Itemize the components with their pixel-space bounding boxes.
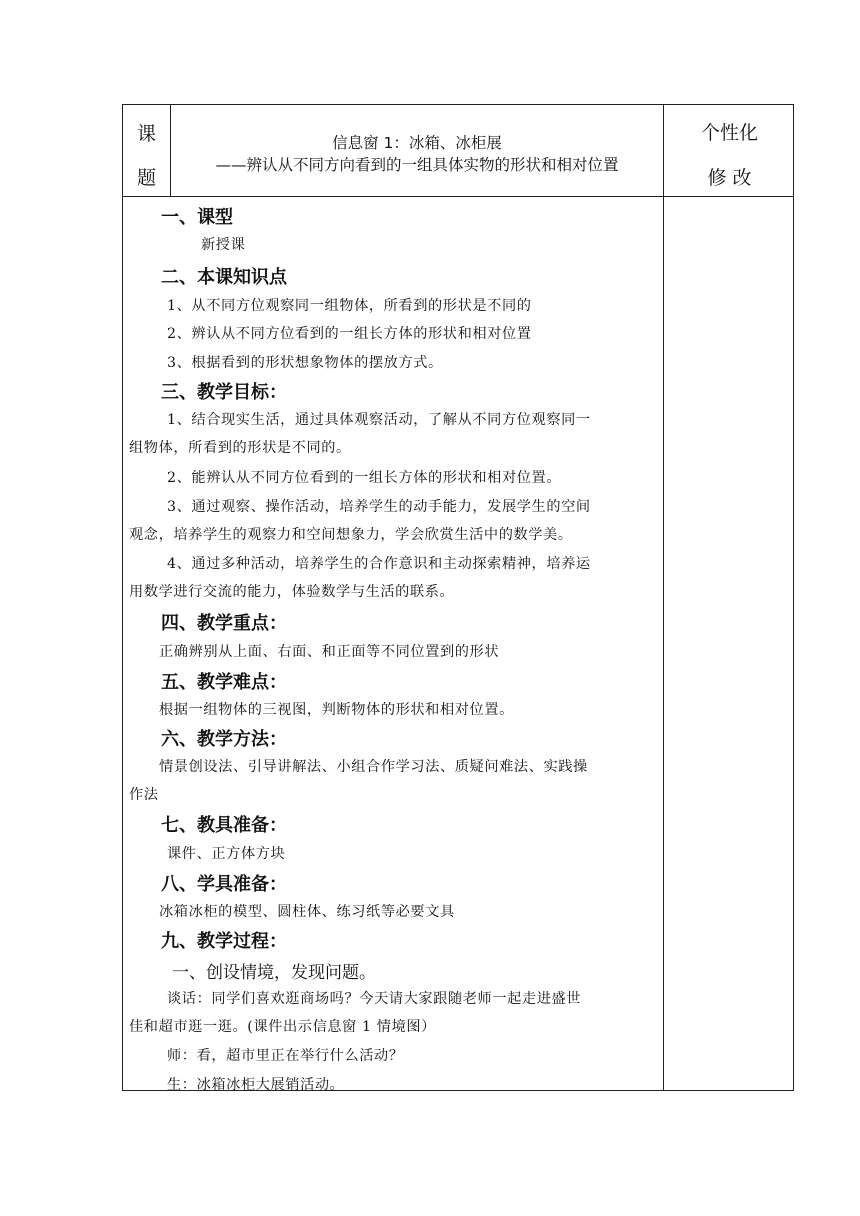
section-heading: 四、教学重点： [161, 613, 287, 634]
section-heading: 九、教学过程： [161, 931, 287, 952]
paragraph-line: 作法 [129, 787, 159, 803]
divider [123, 196, 793, 197]
paragraph-line: 佳和超市逛一逛。(课件出示信息窗 1 情境图） [129, 1019, 436, 1035]
lesson-plan-table [122, 104, 794, 1091]
paragraph-line: 组物体，所看到的形状是不同的。 [129, 440, 351, 456]
subsection-heading: 一、创设情境，发现问题。 [172, 963, 376, 983]
section-text: 冰箱冰柜的模型、圆柱体、练习纸等必要文具 [159, 904, 455, 920]
lesson-title-cell [171, 105, 663, 196]
paragraph-line: 3、通过观察、操作活动，培养学生的动手能力，发展学生的空间 [167, 499, 591, 515]
section-text: 课件、正方体方块 [167, 846, 286, 862]
section-heading: 一、课型 [161, 207, 233, 228]
section-text: 根据一组物体的三视图，判断物体的形状和相对位置。 [159, 702, 514, 718]
personalized-edit-header [664, 105, 795, 196]
lesson-title: 信息窗 1：冰箱、冰柜展 [332, 134, 502, 152]
paragraph-line: 观念，培养学生的观察力和空间想象力，学会欣赏生活中的数学美。 [129, 527, 573, 543]
divider [663, 105, 664, 1090]
section-heading: 三、教学目标： [161, 382, 287, 403]
paragraph-line: 生：冰箱冰柜大展销活动。 [167, 1077, 345, 1093]
topic-label-char-1: 课 [136, 123, 156, 145]
section-text: 正确辨别从上面、右面、和正面等不同位置到的形状 [159, 644, 500, 660]
section-heading: 七、教具准备： [161, 815, 287, 836]
section-heading: 八、学具准备： [161, 874, 287, 895]
section-text: 新授课 [201, 237, 246, 253]
paragraph-line: 2、能辨认从不同方位看到的一组长方体的形状和相对位置。 [167, 470, 562, 486]
topic-label-char-2: 题 [136, 167, 156, 189]
section-heading: 六、教学方法： [161, 729, 287, 750]
edit-label: 修 改 [707, 167, 752, 189]
paragraph-line: 1、结合现实生活，通过具体观察活动，了解从不同方位观察同一 [167, 412, 591, 428]
paragraph-line: 用数学进行交流的能力，体验数学与生活的联系。 [129, 584, 455, 600]
paragraph-line: 谈话：同学们喜欢逛商场吗？今天请大家跟随老师一起走进盛世 [167, 991, 582, 1007]
personalized-label: 个性化 [700, 122, 758, 144]
paragraph-line: 师：看，超市里正在举行什么活动？ [167, 1048, 404, 1064]
list-item: 3、根据看到的形状想象物体的摆放方式。 [167, 355, 443, 371]
section-heading: 五、教学难点： [161, 672, 287, 693]
paragraph-line: 4、通过多种活动，培养学生的合作意识和主动探索精神，培养运 [167, 556, 591, 572]
topic-label-cell [123, 105, 170, 196]
list-item: 2、辨认从不同方位看到的一组长方体的形状和相对位置 [167, 326, 532, 342]
section-heading: 二、本课知识点 [161, 267, 287, 288]
list-item: 1、从不同方位观察同一组物体，所看到的形状是不同的 [167, 298, 532, 314]
paragraph-line: 情景创设法、引导讲解法、小组合作学习法、质疑问难法、实践操 [159, 759, 588, 775]
lesson-subtitle: ——辨认从不同方向看到的一组具体实物的形状和相对位置 [215, 156, 619, 174]
